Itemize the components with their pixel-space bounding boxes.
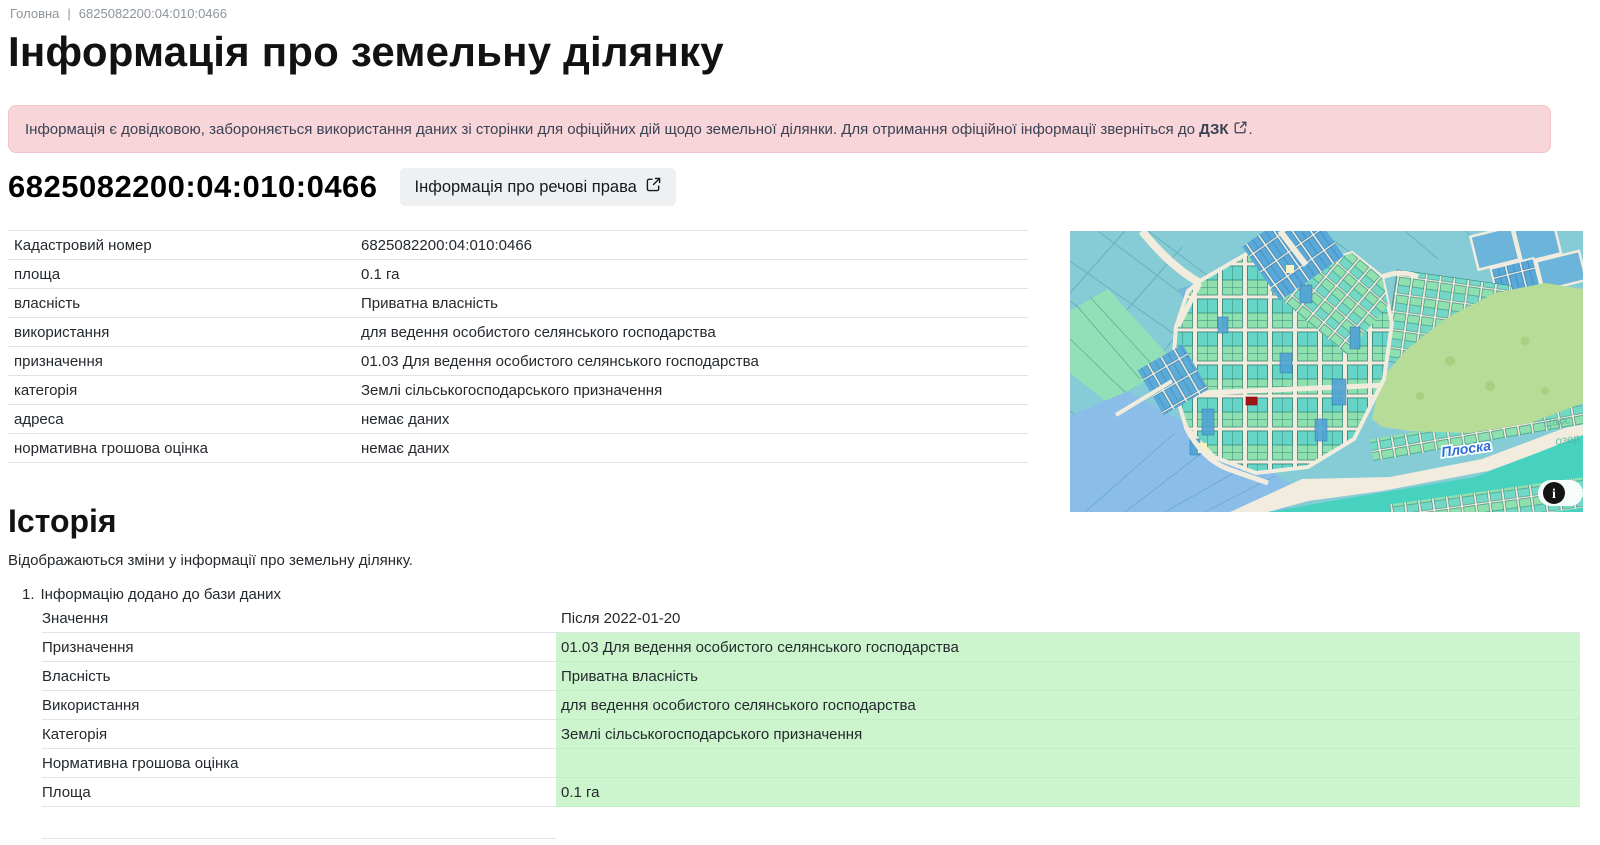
history-label: Категорія bbox=[42, 720, 556, 749]
detail-value: немає даних bbox=[361, 410, 450, 428]
table-row bbox=[8, 434, 1028, 463]
table-row bbox=[8, 405, 1028, 434]
history-table bbox=[42, 604, 1580, 839]
svg-text:i: i bbox=[1552, 487, 1556, 502]
history-value-highlighted bbox=[556, 749, 1580, 778]
detail-value: Землі сільськогосподарського призначення bbox=[361, 381, 663, 399]
property-rights-button-label: Інформація про речові права bbox=[414, 177, 637, 196]
detail-value: 0.1 га bbox=[361, 265, 400, 283]
history-heading: Історія bbox=[8, 503, 117, 539]
table-row bbox=[8, 231, 1028, 260]
detail-label: використання bbox=[14, 323, 110, 341]
history-value-highlighted: для ведення особистого селянського господарства bbox=[556, 691, 1580, 720]
table-row bbox=[42, 662, 1580, 691]
external-link-icon bbox=[646, 177, 661, 197]
table-row bbox=[42, 720, 1580, 749]
alert-text-end: . bbox=[1248, 120, 1253, 138]
history-value bbox=[556, 807, 1580, 839]
map-info-icon[interactable] bbox=[1538, 480, 1583, 506]
table-row bbox=[42, 778, 1580, 807]
history-value-highlighted: Приватна власність bbox=[556, 662, 1580, 691]
table-row bbox=[8, 318, 1028, 347]
history-label: Значення bbox=[42, 604, 556, 633]
detail-label: категорія bbox=[14, 381, 78, 399]
history-value-highlighted: Землі сільськогосподарського призначення bbox=[556, 720, 1580, 749]
table-row bbox=[8, 260, 1028, 289]
disclaimer-alert bbox=[8, 105, 1551, 153]
property-rights-button[interactable] bbox=[400, 168, 676, 206]
page-title: Інформація про земельну ділянку bbox=[8, 28, 724, 75]
breadcrumb-home-link[interactable]: Головна bbox=[10, 6, 60, 21]
table-row bbox=[8, 376, 1028, 405]
table-row bbox=[42, 807, 1580, 839]
table-row bbox=[42, 633, 1580, 662]
parcel-number: 6825082200:04:010:0466 bbox=[8, 169, 378, 204]
external-link-icon bbox=[1234, 121, 1247, 138]
table-row bbox=[8, 289, 1028, 318]
alert-text: Інформація є довідковою, забороняється використання даних зі сторінки для офіційних дій щодо земельної ділянки. Для отримання офіційної інформації зверніться до bbox=[25, 120, 1200, 138]
history-label: Нормативна грошова оцінка bbox=[42, 749, 556, 778]
detail-value: Приватна власність bbox=[361, 294, 498, 312]
table-row bbox=[42, 691, 1580, 720]
dzk-link[interactable]: ДЗК bbox=[1199, 120, 1229, 138]
detail-value: немає даних bbox=[361, 439, 450, 457]
table-row bbox=[42, 604, 1580, 633]
history-description: Відображаються зміни у інформації про земельну ділянку. bbox=[8, 552, 413, 569]
table-row bbox=[42, 749, 1580, 778]
history-label bbox=[42, 807, 556, 839]
detail-value: 01.03 Для ведення особистого селянського господарства bbox=[361, 352, 759, 370]
detail-label: Кадастровий номер bbox=[14, 236, 152, 254]
detail-value: для ведення особистого селянського господарства bbox=[361, 323, 716, 341]
history-value-highlighted: 01.03 Для ведення особистого селянського господарства bbox=[556, 633, 1580, 662]
history-label: Використання bbox=[42, 691, 556, 720]
map-yellow-parcel bbox=[1286, 265, 1294, 273]
history-entry-index: 1. bbox=[22, 586, 35, 603]
river-label: Плоска bbox=[1440, 437, 1492, 460]
parcel-header bbox=[8, 168, 676, 206]
history-entry-label: Інформацію додано до бази даних bbox=[40, 586, 282, 603]
parcel-details-table bbox=[8, 230, 1028, 463]
breadcrumb bbox=[10, 6, 227, 21]
lake-label: Царс bbox=[1542, 414, 1572, 430]
lake-label: озер bbox=[1554, 432, 1581, 448]
detail-label: власність bbox=[14, 294, 81, 312]
breadcrumb-current: 6825082200:04:010:0466 bbox=[78, 6, 228, 21]
history-label: Власність bbox=[42, 662, 556, 691]
selected-parcel-marker bbox=[1246, 397, 1257, 405]
detail-label: адреса bbox=[14, 410, 64, 428]
history-value: Після 2022-01-20 bbox=[556, 604, 1580, 633]
detail-label: нормативна грошова оцінка bbox=[14, 439, 208, 457]
detail-label: призначення bbox=[14, 352, 103, 370]
history-value-highlighted: 0.1 га bbox=[556, 778, 1580, 807]
history-label: Призначення bbox=[42, 633, 556, 662]
history-label: Площа bbox=[42, 778, 556, 807]
detail-label: площа bbox=[14, 265, 61, 283]
breadcrumb-separator: | bbox=[67, 6, 71, 21]
detail-value: 6825082200:04:010:0466 bbox=[361, 236, 533, 254]
table-row bbox=[8, 347, 1028, 376]
cadastral-map[interactable] bbox=[1070, 231, 1583, 512]
history-entry-title bbox=[22, 586, 281, 603]
